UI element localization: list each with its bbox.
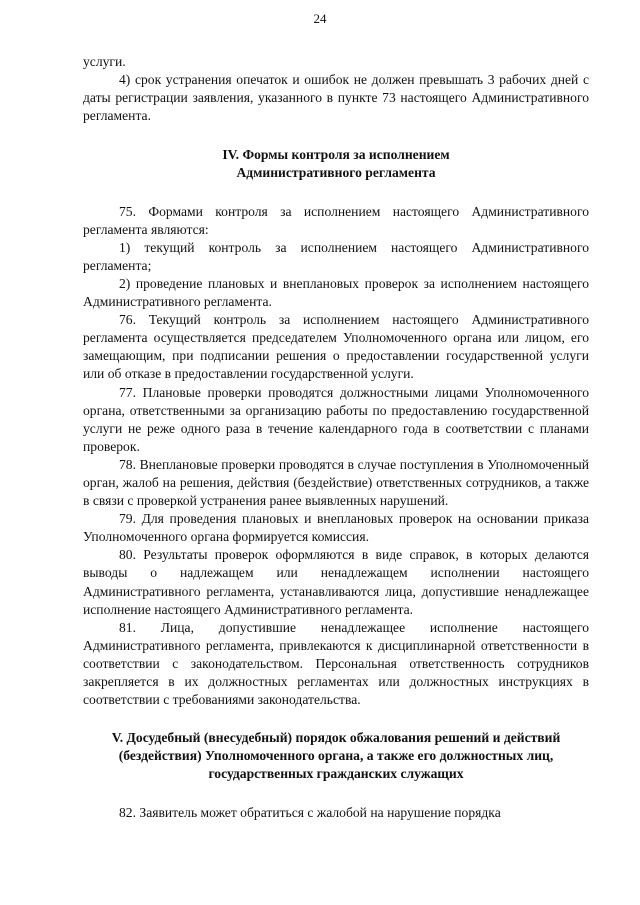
paragraph-77: 77. Плановые проверки проводятся должностными лицами Уполномоченного органа, ответственными за организацию работы по предоставлению государственной услуги не реже одного раза в течение календарного года в соответствии с планами проверок. — [83, 384, 589, 454]
paragraph-75-item-1: 1) текущий контроль за исполнением настоящего Административного регламента; — [83, 239, 589, 273]
heading-line: Административного регламента — [236, 165, 436, 181]
heading-line: IV. Формы контроля за исполнением — [222, 147, 450, 163]
page-number: 24 — [313, 11, 327, 26]
paragraph-continuation: услуги. — [83, 54, 126, 69]
paragraph-82: 82. Заявитель может обратиться с жалобой на нарушение порядка — [119, 805, 501, 821]
heading-line: V. Досудебный (внесудебный) порядок обжалования решений и действий — [111, 730, 561, 746]
document-body — [83, 53, 589, 823]
section-heading-v — [83, 729, 589, 783]
paragraph-80: 80. Результаты проверок оформляются в виде справок, в которых делаются выводы о надлежащем или ненадлежащем исполнении настоящего Административного регламента, устанавливаются лица, допустившие ненадлежащее исполнение настоящего Административного регламента. — [83, 547, 589, 617]
paragraph-78: 78. Внеплановые проверки проводятся в случае поступления в Уполномоченный орган, жалоб на решения, действия (бездействие) ответственных сотрудников, а также в связи с проверкой устранения ранее выявленных нарушений. — [83, 456, 589, 509]
paragraph-81: 81. Лица, допустившие ненадлежащее исполнение настоящего Административного регламента, привлекаются к дисциплинарной ответственности в соответствии с законодательством. Персональная ответственность сотрудников закрепляется в их должностных регламентах или должностных инструкциях в соответствии с требованиями законодательства. — [83, 619, 589, 708]
heading-line: государственных гражданских служащих — [208, 766, 464, 782]
paragraph-75: 75. Формами контроля за исполнением настоящего Административного регламента являются: — [83, 203, 589, 237]
paragraph-item-4: 4) срок устранения опечаток и ошибок не должен превышать 3 рабочих дней с даты регистрации заявления, указанного в пункте 73 настоящего Административного регламента. — [83, 72, 589, 124]
paragraph-76: 76. Текущий контроль за исполнением настоящего Административного регламента осуществляется председателем Уполномоченного органа или лицом, его замещающим, при подписании решения о предоставлении государственной услуги или об отказе в предоставлении государственной услуги. — [83, 312, 589, 382]
section-heading-iv — [83, 146, 589, 182]
paragraph-79: 79. Для проведения плановых и внеплановых проверок на основании приказа Уполномоченного органа формируется комиссия. — [83, 511, 589, 545]
heading-line: (бездействия) Уполномоченного органа, а также его должностных лиц, — [118, 748, 554, 764]
paragraph-75-item-2: 2) проведение плановых и внеплановых проверок за исполнением настоящего Административного регламента. — [83, 275, 589, 310]
